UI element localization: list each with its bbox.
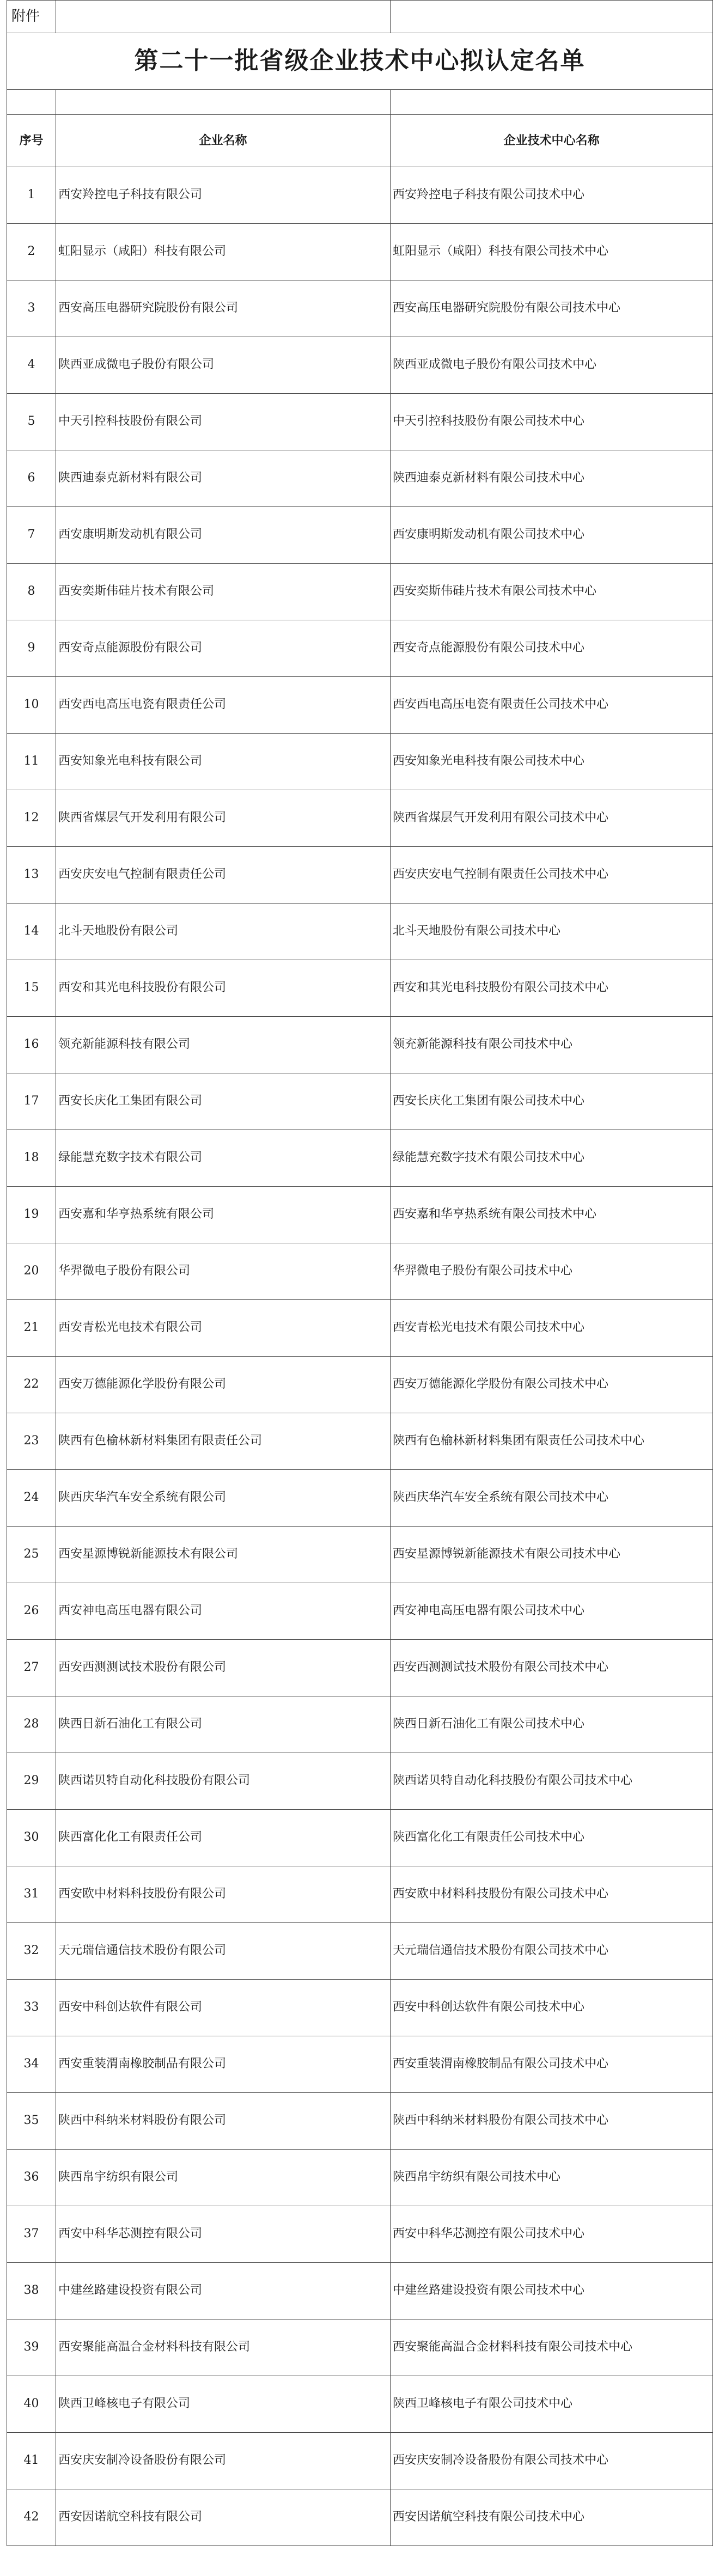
company-name: 西安中科创达软件有限公司 (56, 1980, 391, 2036)
tech-center-name: 西安嘉和华亨热系统有限公司技术中心 (391, 1187, 713, 1243)
table-row (7, 1753, 713, 1810)
row-index: 9 (7, 620, 56, 677)
company-name: 中天引控科技股份有限公司 (56, 394, 391, 450)
row-index: 5 (7, 394, 56, 450)
table-row (7, 1413, 713, 1470)
header-company: 企业名称 (56, 115, 391, 167)
spacer-cell (56, 90, 391, 115)
row-index: 4 (7, 337, 56, 394)
attachment-row (7, 1, 713, 33)
row-index: 17 (7, 1073, 56, 1130)
tech-center-name: 西安聚能高温合金材料科技有限公司技术中心 (391, 2319, 713, 2376)
tech-center-name: 陕西亚成微电子股份有限公司技术中心 (391, 337, 713, 394)
company-name: 领充新能源科技有限公司 (56, 1017, 391, 1073)
row-index: 2 (7, 224, 56, 280)
row-index: 14 (7, 904, 56, 960)
company-name: 陕西有色榆林新材料集团有限责任公司 (56, 1413, 391, 1470)
company-name: 西安高压电器研究院股份有限公司 (56, 280, 391, 337)
row-index: 12 (7, 790, 56, 847)
table-row (7, 790, 713, 847)
company-name: 西安星源博锐新能源技术有限公司 (56, 1527, 391, 1583)
company-name: 西安万德能源化学股份有限公司 (56, 1357, 391, 1413)
company-name: 西安聚能高温合金材料科技有限公司 (56, 2319, 391, 2376)
company-name: 西安奕斯伟硅片技术有限公司 (56, 564, 391, 620)
row-index: 35 (7, 2093, 56, 2150)
company-name: 西安西测测试技术股份有限公司 (56, 1640, 391, 1696)
row-index: 33 (7, 1980, 56, 2036)
row-index: 27 (7, 1640, 56, 1696)
tech-center-name: 西安高压电器研究院股份有限公司技术中心 (391, 280, 713, 337)
company-name: 西安重装渭南橡胶制品有限公司 (56, 2036, 391, 2093)
table-row (7, 1130, 713, 1187)
row-index: 26 (7, 1583, 56, 1640)
table-row (7, 2150, 713, 2206)
table-row (7, 1583, 713, 1640)
tech-center-name: 陕西卫峰核电子有限公司技术中心 (391, 2376, 713, 2433)
company-name: 绿能慧充数字技术有限公司 (56, 1130, 391, 1187)
tech-center-name: 西安西电高压电瓷有限责任公司技术中心 (391, 677, 713, 734)
company-name: 西安长庆化工集团有限公司 (56, 1073, 391, 1130)
company-name: 陕西帛宇纺织有限公司 (56, 2150, 391, 2206)
table-row (7, 1696, 713, 1753)
tech-center-name: 西安青松光电技术有限公司技术中心 (391, 1300, 713, 1357)
table-row (7, 2036, 713, 2093)
tech-center-name: 西安奕斯伟硅片技术有限公司技术中心 (391, 564, 713, 620)
document-title: 第二十一批省级企业技术中心拟认定名单 (7, 33, 713, 90)
table-row (7, 337, 713, 394)
row-index: 38 (7, 2263, 56, 2319)
company-name: 中建丝路建设投资有限公司 (56, 2263, 391, 2319)
table-row (7, 2433, 713, 2489)
table-row (7, 1470, 713, 1527)
row-index: 37 (7, 2206, 56, 2263)
tech-center-name: 西安奇点能源股份有限公司技术中心 (391, 620, 713, 677)
row-index: 34 (7, 2036, 56, 2093)
tech-center-name: 西安欧中材料科技股份有限公司技术中心 (391, 1866, 713, 1923)
table-row (7, 1866, 713, 1923)
table-row (7, 2319, 713, 2376)
table-row (7, 960, 713, 1017)
company-name: 西安奇点能源股份有限公司 (56, 620, 391, 677)
tech-center-name: 北斗天地股份有限公司技术中心 (391, 904, 713, 960)
tech-center-name: 陕西诺贝特自动化科技股份有限公司技术中心 (391, 1753, 713, 1810)
table-row (7, 847, 713, 904)
table-row (7, 1073, 713, 1130)
row-index: 10 (7, 677, 56, 734)
title-row (7, 33, 713, 90)
company-name: 西安欧中材料科技股份有限公司 (56, 1866, 391, 1923)
row-index: 21 (7, 1300, 56, 1357)
row-index: 15 (7, 960, 56, 1017)
row-index: 20 (7, 1243, 56, 1300)
company-name: 陕西迪泰克新材料有限公司 (56, 450, 391, 507)
table-row (7, 1527, 713, 1583)
tech-center-name: 虹阳显示（咸阳）科技有限公司技术中心 (391, 224, 713, 280)
table-row (7, 620, 713, 677)
company-name: 西安和其光电科技股份有限公司 (56, 960, 391, 1017)
tech-center-name: 西安星源博锐新能源技术有限公司技术中心 (391, 1527, 713, 1583)
row-index: 3 (7, 280, 56, 337)
tech-center-name: 领充新能源科技有限公司技术中心 (391, 1017, 713, 1073)
row-index: 7 (7, 507, 56, 564)
row-index: 39 (7, 2319, 56, 2376)
company-name: 西安西电高压电瓷有限责任公司 (56, 677, 391, 734)
table-row (7, 1017, 713, 1073)
row-index: 32 (7, 1923, 56, 1980)
tech-center-name: 西安康明斯发动机有限公司技术中心 (391, 507, 713, 564)
company-name: 西安中科华芯测控有限公司 (56, 2206, 391, 2263)
company-name: 陕西中科纳米材料股份有限公司 (56, 2093, 391, 2150)
row-index: 29 (7, 1753, 56, 1810)
table-row (7, 1810, 713, 1866)
row-index: 18 (7, 1130, 56, 1187)
row-index: 24 (7, 1470, 56, 1527)
company-name: 西安羚控电子科技有限公司 (56, 167, 391, 224)
company-name: 陕西庆华汽车安全系统有限公司 (56, 1470, 391, 1527)
attachment-label: 附件 (7, 1, 56, 33)
tech-center-name: 西安羚控电子科技有限公司技术中心 (391, 167, 713, 224)
tech-center-name: 西安和其光电科技股份有限公司技术中心 (391, 960, 713, 1017)
company-name: 陕西卫峰核电子有限公司 (56, 2376, 391, 2433)
table-row (7, 1980, 713, 2036)
tech-center-name: 陕西富化化工有限责任公司技术中心 (391, 1810, 713, 1866)
company-name: 北斗天地股份有限公司 (56, 904, 391, 960)
table-row (7, 2093, 713, 2150)
row-index: 19 (7, 1187, 56, 1243)
row-index: 42 (7, 2489, 56, 2546)
approval-list-table (7, 0, 713, 2546)
tech-center-name: 陕西有色榆林新材料集团有限责任公司技术中心 (391, 1413, 713, 1470)
row-index: 40 (7, 2376, 56, 2433)
tech-center-name: 西安庆安制冷设备股份有限公司技术中心 (391, 2433, 713, 2489)
table-row (7, 280, 713, 337)
company-name: 西安神电高压电器有限公司 (56, 1583, 391, 1640)
company-name: 陕西诺贝特自动化科技股份有限公司 (56, 1753, 391, 1810)
row-index: 13 (7, 847, 56, 904)
header-center: 企业技术中心名称 (391, 115, 713, 167)
row-index: 28 (7, 1696, 56, 1753)
company-name: 西安嘉和华亨热系统有限公司 (56, 1187, 391, 1243)
tech-center-name: 西安中科创达软件有限公司技术中心 (391, 1980, 713, 2036)
table-row (7, 904, 713, 960)
table-row (7, 1357, 713, 1413)
row-index: 22 (7, 1357, 56, 1413)
table-row (7, 2206, 713, 2263)
header-row (7, 115, 713, 167)
company-name: 西安康明斯发动机有限公司 (56, 507, 391, 564)
company-name: 陕西省煤层气开发利用有限公司 (56, 790, 391, 847)
header-index: 序号 (7, 115, 56, 167)
table-row (7, 1640, 713, 1696)
company-name: 西安因诺航空科技有限公司 (56, 2489, 391, 2546)
row-index: 25 (7, 1527, 56, 1583)
table-row (7, 450, 713, 507)
company-name: 陕西富化化工有限责任公司 (56, 1810, 391, 1866)
company-name: 陕西日新石油化工有限公司 (56, 1696, 391, 1753)
attachment-blank-cell (56, 1, 391, 33)
tech-center-name: 陕西日新石油化工有限公司技术中心 (391, 1696, 713, 1753)
company-name: 西安庆安制冷设备股份有限公司 (56, 2433, 391, 2489)
tech-center-name: 西安重装渭南橡胶制品有限公司技术中心 (391, 2036, 713, 2093)
tech-center-name: 西安庆安电气控制有限责任公司技术中心 (391, 847, 713, 904)
tech-center-name: 华羿微电子股份有限公司技术中心 (391, 1243, 713, 1300)
tech-center-name: 陕西帛宇纺织有限公司技术中心 (391, 2150, 713, 2206)
table-row (7, 1300, 713, 1357)
table-row (7, 167, 713, 224)
tech-center-name: 中天引控科技股份有限公司技术中心 (391, 394, 713, 450)
row-index: 11 (7, 734, 56, 790)
tech-center-name: 西安神电高压电器有限公司技术中心 (391, 1583, 713, 1640)
table-row (7, 734, 713, 790)
row-index: 1 (7, 167, 56, 224)
row-index: 16 (7, 1017, 56, 1073)
table-row (7, 2263, 713, 2319)
table-row (7, 507, 713, 564)
table-row (7, 2489, 713, 2546)
tech-center-name: 西安因诺航空科技有限公司技术中心 (391, 2489, 713, 2546)
tech-center-name: 西安中科华芯测控有限公司技术中心 (391, 2206, 713, 2263)
tech-center-name: 陕西庆华汽车安全系统有限公司技术中心 (391, 1470, 713, 1527)
company-name: 虹阳显示（咸阳）科技有限公司 (56, 224, 391, 280)
table-row (7, 1187, 713, 1243)
row-index: 31 (7, 1866, 56, 1923)
company-name: 西安庆安电气控制有限责任公司 (56, 847, 391, 904)
tech-center-name: 西安知象光电科技有限公司技术中心 (391, 734, 713, 790)
company-name: 天元瑞信通信技术股份有限公司 (56, 1923, 391, 1980)
table-row (7, 2376, 713, 2433)
spacer-row (7, 90, 713, 115)
tech-center-name: 西安西测测试技术股份有限公司技术中心 (391, 1640, 713, 1696)
table-row (7, 564, 713, 620)
table-row (7, 394, 713, 450)
tech-center-name: 天元瑞信通信技术股份有限公司技术中心 (391, 1923, 713, 1980)
tech-center-name: 西安万德能源化学股份有限公司技术中心 (391, 1357, 713, 1413)
tech-center-name: 陕西中科纳米材料股份有限公司技术中心 (391, 2093, 713, 2150)
spacer-cell (7, 90, 56, 115)
company-name: 西安青松光电技术有限公司 (56, 1300, 391, 1357)
row-index: 8 (7, 564, 56, 620)
tech-center-name: 中建丝路建设投资有限公司技术中心 (391, 2263, 713, 2319)
table-row (7, 677, 713, 734)
tech-center-name: 绿能慧充数字技术有限公司技术中心 (391, 1130, 713, 1187)
row-index: 6 (7, 450, 56, 507)
spacer-cell (391, 90, 713, 115)
tech-center-name: 陕西迪泰克新材料有限公司技术中心 (391, 450, 713, 507)
row-index: 30 (7, 1810, 56, 1866)
table-row (7, 1923, 713, 1980)
company-name: 西安知象光电科技有限公司 (56, 734, 391, 790)
row-index: 23 (7, 1413, 56, 1470)
tech-center-name: 陕西省煤层气开发利用有限公司技术中心 (391, 790, 713, 847)
tech-center-name: 西安长庆化工集团有限公司技术中心 (391, 1073, 713, 1130)
company-name: 陕西亚成微电子股份有限公司 (56, 337, 391, 394)
table-row (7, 1243, 713, 1300)
row-index: 36 (7, 2150, 56, 2206)
attachment-blank-cell (391, 1, 713, 33)
row-index: 41 (7, 2433, 56, 2489)
table-row (7, 224, 713, 280)
company-name: 华羿微电子股份有限公司 (56, 1243, 391, 1300)
